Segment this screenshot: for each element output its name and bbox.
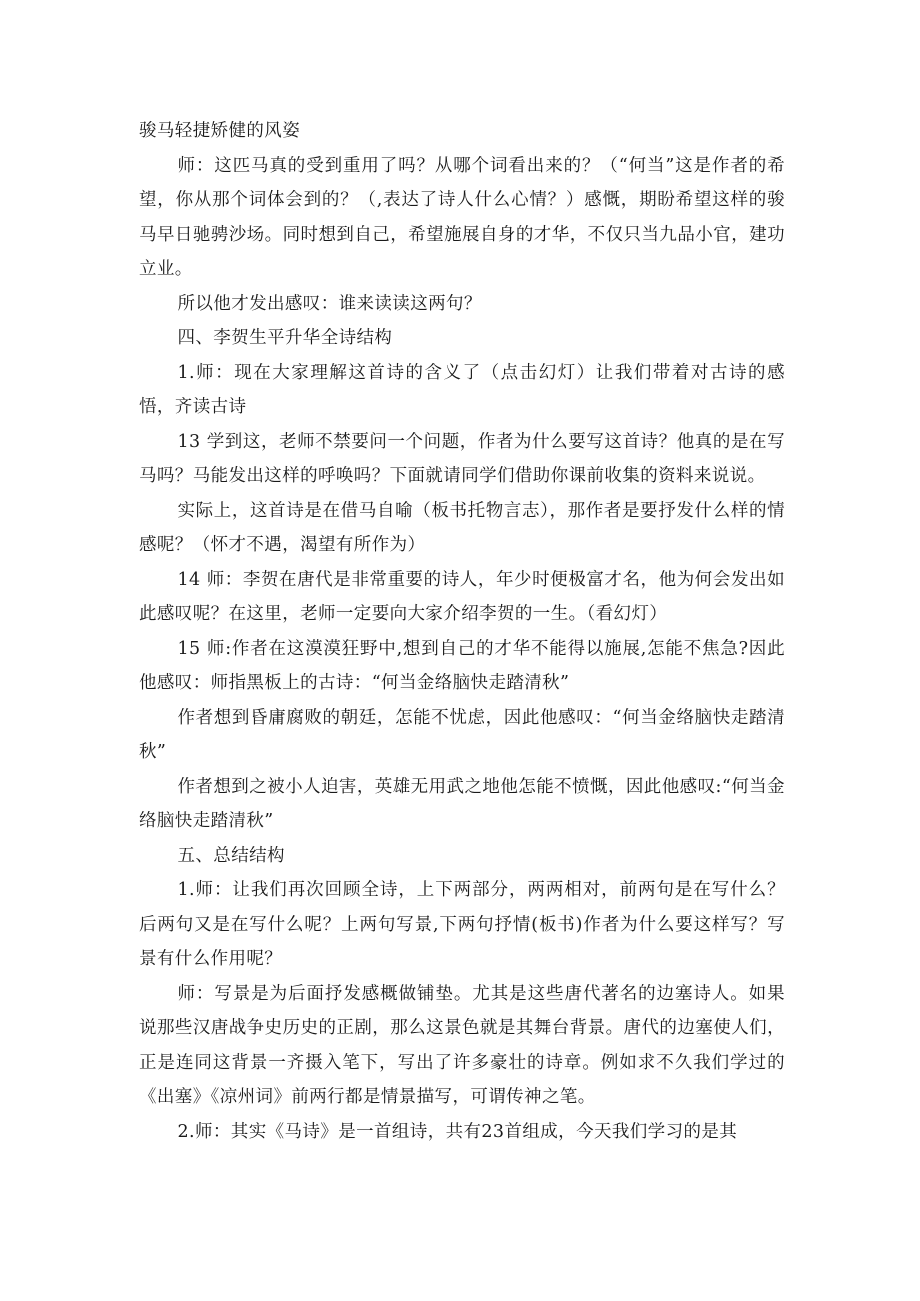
paragraph-14: 师：写景是为后面抒发感概做铺垫。尤其是这些唐代著名的边塞诗人。如果说那些汉唐战争史历史的正剧，那么这景色就是其舞台背景。唐代的边塞使人们，正是连同这背景一齐摄入笔下，写出了许多豪壮的诗章。例如求不久我们学过的《出塞》《凉州词》前两行都是情景描写，可谓传神之笔。	[139, 983, 785, 1107]
paragraph-2: 师：这匹马真的受到重用了吗？从哪个词看出来的？（“何当”这是作者的希望，你从那个词体会到的？（,表达了诗人什么心情？）感慨，期盼希望这样的骏马早日驰骋沙场。同时想到自己，希望施展自身的才华，不仅只当九品小官，建功立业。	[139, 155, 785, 279]
paragraph-9: 15 师:作者在这漠漠狂野中,想到自己的才华不能得以施展,怎能不焦急?因此他感叹：师指黑板上的古诗：“何当金络脑快走踏清秋”	[139, 638, 785, 693]
paragraph-11: 作者想到之被小人迫害，英雄无用武之地他怎能不愤慨，因此他感叹:“何当金络脑快走踏清秋”	[139, 776, 785, 831]
document-body	[139, 114, 785, 1149]
paragraph-1: 骏马轻捷矫健的风姿	[139, 121, 301, 141]
paragraph-8: 14 师：李贺在唐代是非常重要的诗人，年少时便极富才名，他为何会发出如此感叹呢？在这里，老师一定要向大家介绍李贺的一生。（看幻灯）	[139, 569, 785, 624]
paragraph-5: 1.师：现在大家理解这首诗的含义了（点击幻灯）让我们带着对古诗的感悟，齐读古诗	[139, 362, 785, 417]
section-heading-4: 四、李贺生平升华全诗结构	[177, 328, 393, 348]
paragraph-13: 1.师：让我们再次回顾全诗，上下两部分，两两相对，前两句是在写什么？后两句又是在写什么呢？上两句写景,下两句抒情(板书)作者为什么要这样写？写景有什么作用呢？	[139, 880, 785, 969]
paragraph-7: 实际上，这首诗是在借马自喻（板书托物言志），那作者是要抒发什么样的情感呢？（怀才不遇，渴望有所作为）	[139, 500, 785, 555]
section-heading-5: 五、总结结构	[177, 845, 285, 866]
paragraph-3: 所以他才发出感叹：谁来读读这两句？	[177, 293, 482, 314]
paragraph-6: 13 学到这，老师不禁要问一个问题，作者为什么要写这首诗？他真的是在写马吗？马能发出这样的呼唤吗？下面就请同学们借助你课前收集的资料来说说。	[139, 431, 785, 486]
paragraph-10: 作者想到昏庸腐败的朝廷，怎能不忧虑，因此他感叹：“何当金络脑快走踏清秋”	[139, 707, 785, 762]
paragraph-15: 2.师：其实《马诗》是一首组诗，共有23首组成，今天我们学习的是其	[177, 1121, 738, 1142]
